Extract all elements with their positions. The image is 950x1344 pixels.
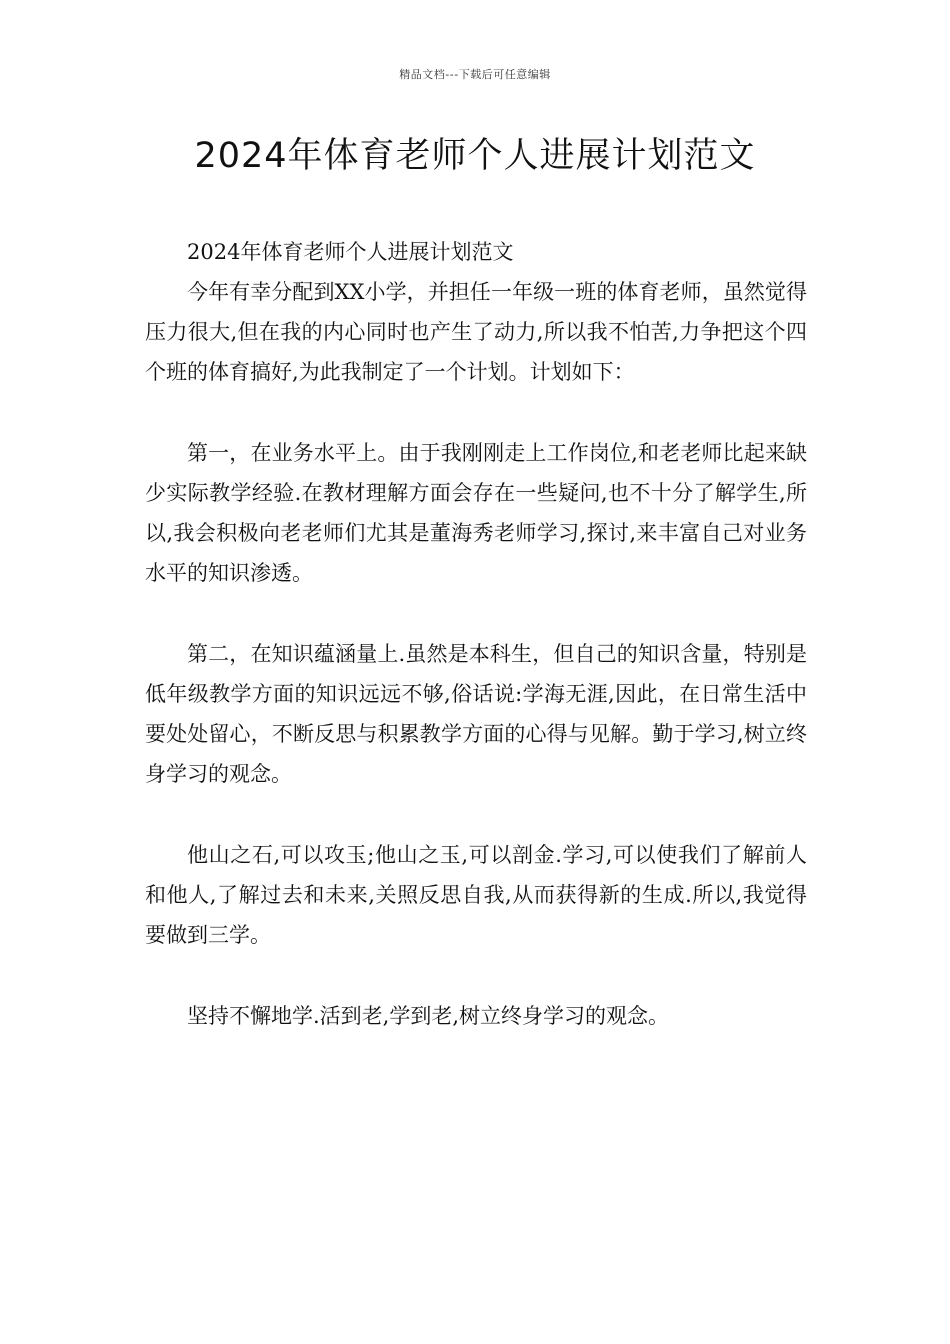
paragraph-subtitle: 2024年体育老师个人进展计划范文 bbox=[187, 240, 514, 264]
paragraph-intro: 今年有幸分配到XX小学，并担任一年级一班的体育老师，虽然觉得压力很大,但在我的内心同时也产生了动力,所以我不怕苦,力争把这个四个班的体育搞好,为此我制定了一个计划。计划如下： bbox=[145, 280, 807, 384]
document-title: 2024年体育老师个人进展计划范文 bbox=[194, 136, 756, 176]
header-note: 精品文档---下载后可任意编辑 bbox=[399, 68, 551, 81]
paragraph-persist-learning: 坚持不懈地学.活到老,学到老,树立终身学习的观念。 bbox=[187, 1004, 670, 1028]
paragraph-learning-quote: 他山之石,可以攻玉;他山之玉,可以剖金.学习,可以使我们了解前人和他人,了解过去和未来,关照反思自我,从而获得新的生成.所以,我觉得要做到三学。 bbox=[145, 843, 807, 947]
paragraph-second-point: 第二，在知识蕴涵量上.虽然是本科生，但自己的知识含量，特别是低年级教学方面的知识远远不够,俗话说:学海无涯,因此，在日常生活中要处处留心，不断反思与积累教学方面的心得与见解。勤于学习,树立终身学习的观念。 bbox=[145, 642, 807, 786]
document-body bbox=[145, 232, 807, 1036]
paragraph-first-point: 第一，在业务水平上。由于我刚刚走上工作岗位,和老老师比起来缺少实际教学经验.在教材理解方面会存在一些疑问,也不十分了解学生,所以,我会积极向老老师们尤其是董海秀老师学习,探讨,来丰富自己对业务水平的知识渗透。 bbox=[145, 441, 807, 585]
